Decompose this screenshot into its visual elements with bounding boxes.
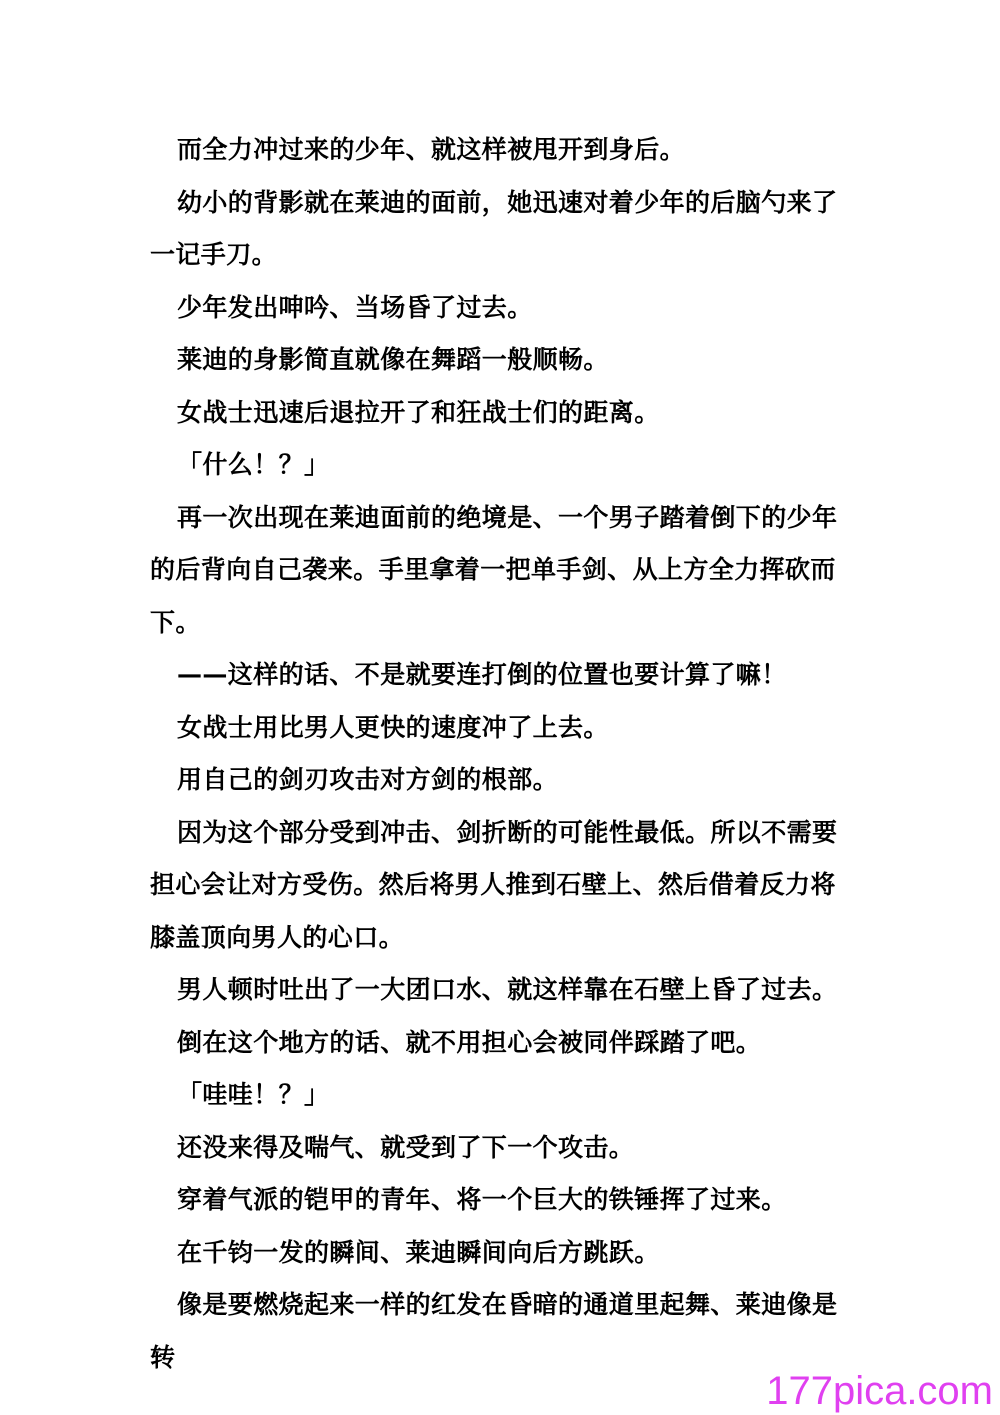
body-text [150,124,852,1384]
paragraph: 像是要燃烧起来一样的红发在昏暗的通道里起舞、莱迪像是转 [150,1290,838,1372]
paragraph: 幼小的背影就在莱迪的面前，她迅速对着少年的后脑勺来了一记手刀。 [150,187,838,269]
paragraph: 倒在这个地方的话、就不用担心会被同伴踩踏了吧。 [177,1027,762,1057]
paragraph: 还没来得及喘气、就受到了下一个攻击。 [177,1132,635,1162]
paragraph: 男人顿时吐出了一大团口水、就这样靠在石壁上昏了过去。 [177,975,838,1004]
paragraph: 用自己的剑刃攻击对方剑的根部。 [177,765,559,794]
paragraph: 莱迪的身影简直就像在舞蹈一般顺畅。 [177,345,609,374]
paragraph: 「什么！？」 [177,450,330,479]
watermark-text: 177pica.com [766,1369,993,1413]
paragraph: 而全力冲过来的少年、就这样被甩开到身后。 [177,135,686,164]
paragraph: 因为这个部分受到冲击、剑折断的可能性最低。所以不需要担心会让对方受伤。然后将男人推到石壁上、然后借着反力将膝盖顶向男人的心口。 [150,817,838,952]
paragraph: 在千钧一发的瞬间、莱迪瞬间向后方跳跃。 [177,1237,660,1267]
paragraph: 「哇哇！？」 [177,1080,330,1109]
paragraph: 少年发出呻吟、当场昏了过去。 [177,292,533,322]
paragraph: 女战士迅速后退拉开了和狂战士们的距离。 [177,397,660,427]
paragraph: 再一次出现在莱迪面前的绝境是、一个男子踏着倒下的少年的后背向自己袭来。手里拿着一把单手剑、从上方全力挥砍而下。 [150,502,838,637]
paragraph: 穿着气派的铠甲的青年、将一个巨大的铁锤挥了过来。 [177,1185,787,1214]
paragraph: ——这样的话、不是就要连打倒的位置也要计算了嘛！ [177,660,787,689]
paragraph: 女战士用比男人更快的速度冲了上去。 [177,712,609,742]
